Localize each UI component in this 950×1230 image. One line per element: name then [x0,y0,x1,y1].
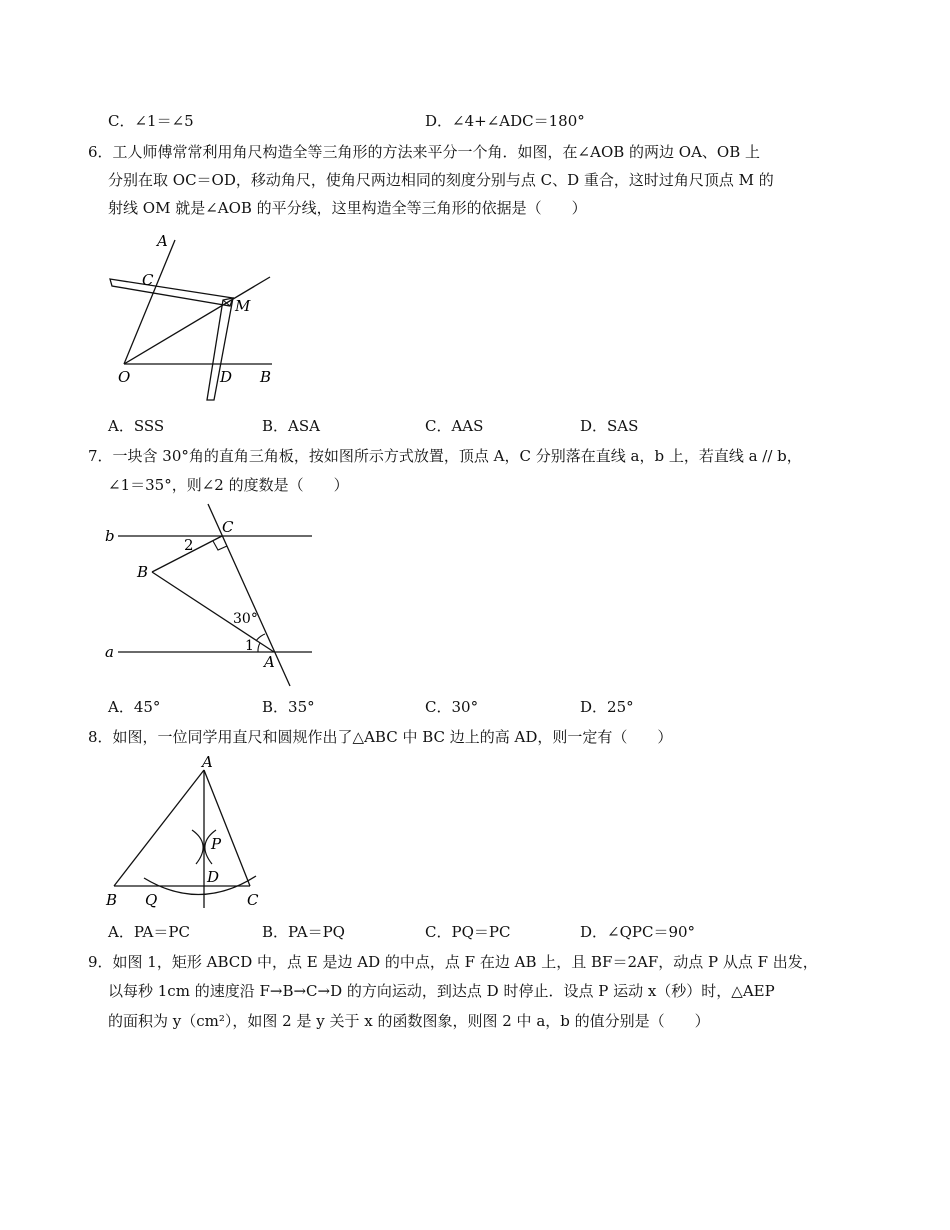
q6-label-b: B [260,368,272,386]
q7-label-a-line: a [105,643,114,661]
q8-side-ab [114,770,204,886]
q7-label-1: 1 [245,638,254,654]
q7-label-30: 30° [233,611,258,627]
q6-option-c: C．AAS [425,417,484,435]
q8-label-a: A [202,753,213,771]
q8-option-c: C．PQ＝PC [425,923,511,941]
q7-label-b-line: b [105,527,115,545]
q6-option-b: B．ASA [262,417,320,435]
q8-label-c: C [247,891,259,909]
q7-figure [100,500,320,690]
q8-figure [100,752,280,912]
q8-option-d: D．∠QPC＝90° [580,923,696,941]
q5-option-c: C．∠1＝∠5 [108,112,194,130]
q7-label-c: C [222,518,234,536]
q7-line-ca [208,504,290,686]
q8-label-b: B [106,891,118,909]
q6-label-c: C [142,271,154,289]
q7-text-line-1: 7．一块含 30°角的直角三角板，按如图所示方式放置，顶点 A，C 分别落在直线 a，b 上，若直线 a // b， [88,447,802,465]
q6-option-a: A．SSS [108,417,165,435]
q7-label-2: 2 [184,536,194,554]
q6-text-line-3: 射线 OM 就是∠AOB 的平分线，这里构造全等三角形的依据是（ ） [108,199,587,217]
q7-option-b: B．35° [262,698,315,716]
q6-label-o: O [118,368,131,386]
q8-option-a: A．PA＝PC [108,923,190,941]
q6-label-d: D [220,368,233,386]
q7-text-line-2: ∠1＝35°，则∠2 的度数是（ ） [108,476,349,494]
q6-ray-oa [124,240,175,364]
q8-label-p: P [211,835,222,853]
q5-option-d: D．∠4+∠ADC＝180° [425,112,585,130]
q7-angle-1-arc [258,643,260,652]
q7-option-a: A．45° [108,698,161,716]
q6-text-line-1: 6．工人师傅常常利用角尺构造全等三角形的方法来平分一个角．如图，在∠AOB 的两边 OA、OB 上 [88,143,761,161]
q8-text-line-1: 8．如图，一位同学用直尺和圆规作出了△ABC 中 BC 边上的高 AD，则一定有（ ） [88,728,673,746]
q8-compass-arc-bottom [144,876,256,895]
q9-text-line-1: 9．如图 1，矩形 ABCD 中，点 E 是边 AD 的中点，点 F 在边 AB 上，且 BF＝2AF，动点 P 从点 F 出发， [88,953,818,971]
q7-label-b-point: B [137,563,149,581]
q9-text-line-2: 以每秒 1cm 的速度沿 F→B→C→D 的方向运动，到达点 D 时停止．设点 P 运动 x（秒）时，△AEP [108,982,775,1000]
q8-compass-arc-p1 [192,830,203,864]
q8-label-d: D [207,868,220,886]
q7-option-c: C．30° [425,698,479,716]
q6-figure [100,228,290,406]
q9-text-line-3: 的面积为 y（cm²），如图 2 是 y 关于 x 的函数图象，则图 2 中 a，b 的值分别是（ ） [108,1012,710,1030]
q6-ray-om [124,277,270,364]
q6-label-a: A [157,232,168,250]
q6-ruler-arm-1 [110,279,233,306]
q7-angle-30-arc [256,634,265,641]
q7-label-a-point: A [264,653,275,671]
q8-option-b: B．PA＝PQ [262,923,345,941]
q6-label-m: M [235,297,251,315]
q8-label-q: Q [145,891,158,909]
q6-text-line-2: 分别在取 OC＝OD，移动角尺，使角尺两边相同的刻度分别与点 C、D 重合，这时过角尺顶点 M 的 [108,171,774,189]
q7-option-d: D．25° [580,698,634,716]
q6-option-d: D．SAS [580,417,639,435]
